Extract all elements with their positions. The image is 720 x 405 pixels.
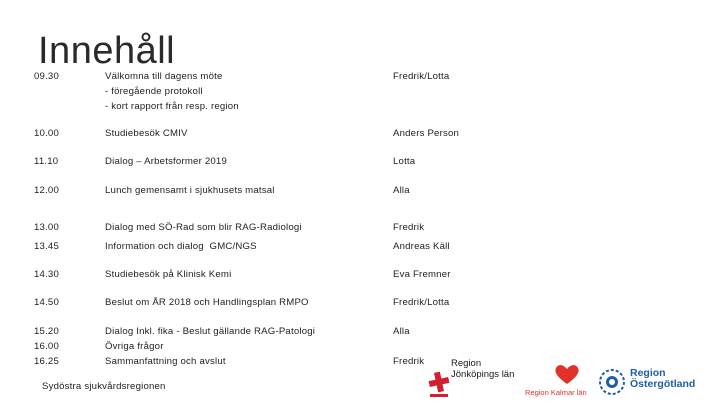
cross-icon (427, 370, 453, 400)
agenda-presenter: Lotta (393, 156, 416, 167)
heart-icon (553, 362, 581, 386)
agenda-item: Studiebesök CMIV (105, 128, 188, 139)
agenda-time: 10.00 (34, 128, 60, 139)
agenda-item: Dialog Inkl. fika - Beslut gällande RAG-Patologi Övriga frågor Sammanfattning och avslut (105, 326, 316, 367)
region-ostergotland-name: Region Östergötland (630, 367, 696, 390)
agenda-presenter: Alla (393, 185, 410, 196)
agenda-item: Beslut om ÅR 2018 och Handlingsplan RMPO (105, 297, 309, 308)
region-jonkoping-name: Region Jönköpings län (451, 358, 515, 380)
sun-emblem-icon (598, 368, 626, 396)
agenda-presenter: Fredrik (393, 222, 425, 233)
agenda-presenter: Andreas Käll (393, 241, 450, 252)
agenda-presenter: Fredrik/Lotta (393, 297, 450, 308)
agenda-time: 11.10 (34, 156, 59, 167)
agenda-time: 14.50 (34, 297, 60, 308)
agenda-presenter: Anders Person (393, 128, 460, 139)
agenda-time: 13.00 (34, 222, 60, 233)
agenda-time: 09.30 (34, 71, 60, 82)
agenda-time: 14.30 (34, 269, 60, 280)
region-kalmar-name: Region Kalmar län (525, 388, 587, 397)
agenda-time: 13.45 (34, 241, 60, 252)
agenda-item: Välkomna till dagens möte - föregående protokoll - kort rapport från resp. region (105, 71, 239, 112)
region-jonkoping-logo (425, 360, 515, 400)
region-logos (425, 360, 720, 405)
agenda-presenter: Fredrik/Lotta (393, 71, 450, 82)
footer-organization: Sydöstra sjukvårdsregionen (42, 381, 166, 392)
agenda-presenter: Eva Fremner (393, 269, 451, 280)
agenda-item: Studiebesök på Klinisk Kemi (105, 269, 232, 280)
agenda-time: 12.00 (34, 185, 60, 196)
agenda-item: Dialog med SÖ-Rad som blir RAG-Radiologi (105, 222, 302, 233)
region-ostergotland-logo (598, 360, 718, 400)
agenda-time: 15.20 16.00 16.25 (34, 326, 60, 367)
region-kalmar-logo (525, 360, 605, 400)
agenda-item: Lunch gemensamt i sjukhusets matsal (105, 185, 275, 196)
agenda-item: Information och dialog GMC/NGS (105, 241, 257, 252)
page-title: Innehåll (38, 30, 176, 72)
agenda-presenter: Alla Fredrik (393, 326, 425, 367)
agenda-item: Dialog – Arbetsformer 2019 (105, 156, 227, 167)
